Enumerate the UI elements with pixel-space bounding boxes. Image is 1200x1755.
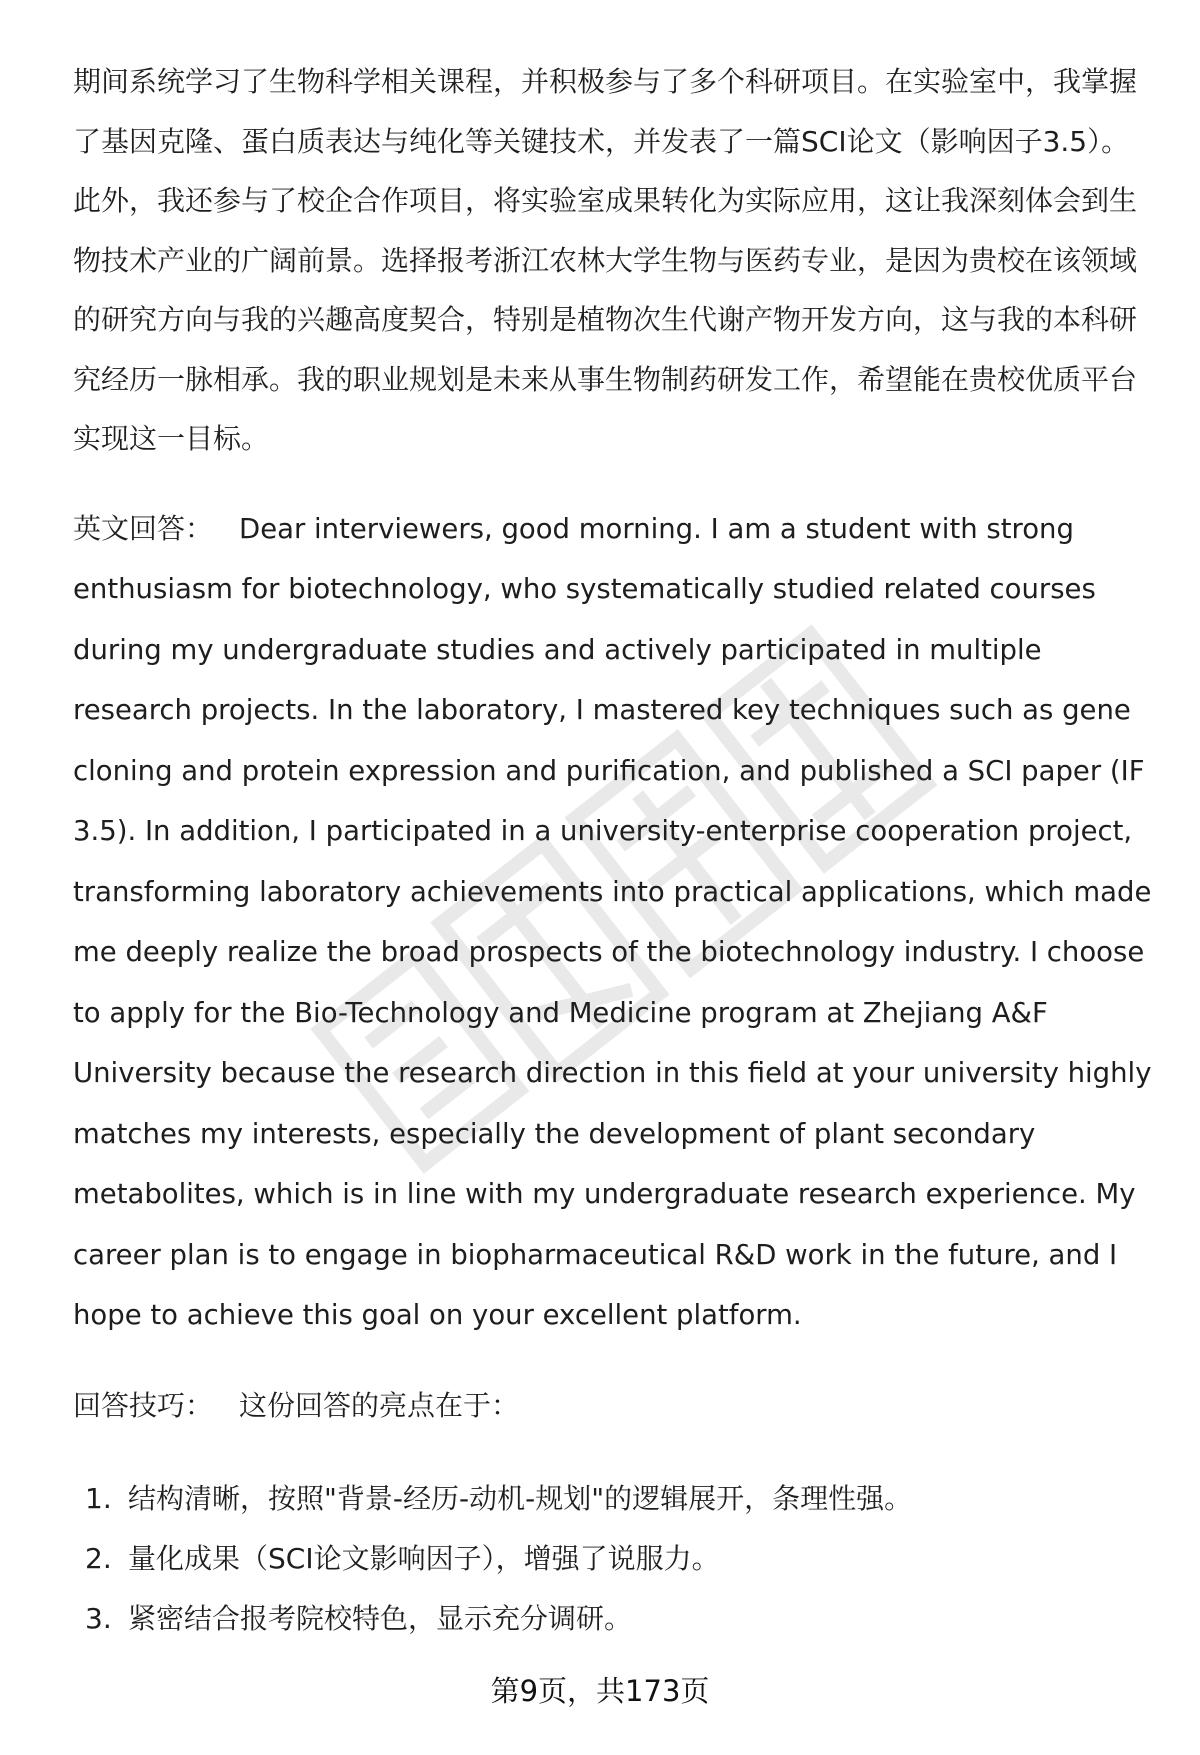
- document-page: [73, 52, 1155, 1649]
- tips-heading: [73, 1376, 1155, 1436]
- list-item: [73, 1529, 1155, 1589]
- list-item-text: 量化成果（SCI论文影响因子），增强了说服力。: [128, 1542, 720, 1575]
- list-item-text: 结构清晰，按照"背景-经历-动机-规划"的逻辑展开，条理性强。: [128, 1482, 913, 1515]
- page-footer: 第9页，共173页: [490, 1674, 710, 1708]
- english-answer-text: Dear interviewers, good morning. I am a student with strong enthusiasm for biotechnology, who systematically studied related courses during my undergraduate studies and actively participated in multiple research projects. In the laboratory, I mastered key techniques such as gene cloning and protein expression and purification, and published a SCI paper (IF 3.5). In addition, I participated in a university-enterprise cooperation project, transforming laboratory achievements into practical applications, which made me deeply realize the broad prospects of the biotechnology industry. I choose to apply for the Bio-Technology and Medicine program at Zhejiang A&F University because the research direction in this field at your university highly matches my interests, especially the development of plant secondary metabolites, which is in line with my undergraduate research experience. My career plan is to engage in biopharmaceutical R&D work in the future, and I hope to achieve this goal on your excellent platform.: [73, 512, 1152, 1331]
- list-item: [73, 1589, 1155, 1649]
- list-item-text: 紧密结合报考院校特色，显示充分调研。: [128, 1602, 633, 1635]
- tips-label: 回答技巧：: [73, 1388, 214, 1422]
- list-item-number: 2.: [85, 1542, 112, 1575]
- tips-list: [73, 1469, 1155, 1649]
- list-item-number: 3.: [85, 1602, 112, 1635]
- intro-paragraph: 期间系统学习了生物科学相关课程，并积极参与了多个科研项目。在实验室中，我掌握了基因克隆、蛋白质表达与纯化等关键技术，并发表了一篇SCI论文（影响因子3.5）。此外，我还参与了校企合作项目，将实验室成果转化为实际应用，这让我深刻体会到生物技术产业的广阔前景。选择报考浙江农林大学生物与医药专业，是因为贵校在该领域的研究方向与我的兴趣高度契合，特别是植物次生代谢产物开发方向，这与我的本科研究经历一脉相承。我的职业规划是未来从事生物制药研发工作，希望能在贵校优质平台实现这一目标。: [73, 65, 1138, 455]
- list-item-number: 1.: [85, 1482, 112, 1515]
- tips-intro-text: 这份回答的亮点在于：: [239, 1388, 520, 1422]
- english-answer-label: 英文回答：: [73, 511, 214, 545]
- english-answer-paragraph: [73, 499, 1155, 1346]
- list-item: [73, 1469, 1155, 1529]
